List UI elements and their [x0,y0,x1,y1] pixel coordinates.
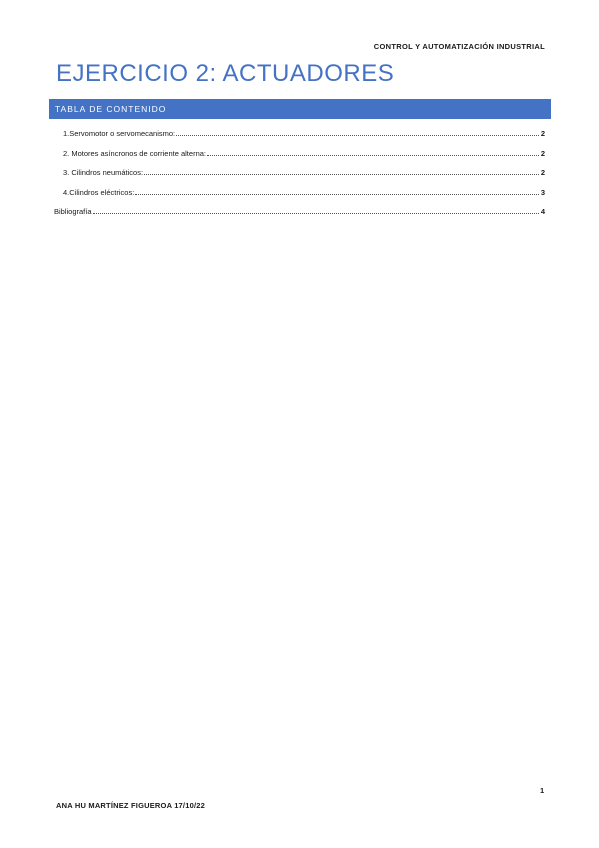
toc-heading: TABLA DE CONTENIDO [55,104,167,114]
toc-entry-label: 3. Cilindros neumáticos: [63,168,144,177]
toc-entry-page: 3 [540,188,545,197]
toc-entry-page: 2 [540,149,545,158]
toc-entry-motores-asincronos[interactable] [63,146,545,158]
toc-leader-dots [93,212,539,214]
toc-entry-label: 4.Cilindros eléctricos: [63,188,135,197]
toc-entry-label: Bibliografía [54,207,92,216]
document-title: EJERCICIO 2: ACTUADORES [56,60,395,87]
toc-entry-cilindros-electricos[interactable] [63,185,545,197]
toc-entry-cilindros-neumaticos[interactable] [63,165,545,177]
toc-entry-page: 2 [540,168,545,177]
toc-entry-servomotor[interactable] [63,126,545,138]
running-header: CONTROL Y AUTOMATIZACIÓN INDUSTRIAL [373,42,545,51]
toc-entry-page: 2 [540,129,545,138]
page-number: 1 [540,786,545,795]
toc-entry-label: 2. Motores asíncronos de corriente alterna: [63,149,206,158]
toc-heading-bar [49,99,551,119]
toc-entry-bibliografia[interactable] [54,204,545,216]
toc-entry-label: 1.Servomotor o servomecanismo: [63,129,176,138]
running-footer: ANA HU MARTÍNEZ FIGUEROA 17/10/22 [56,801,205,810]
toc-entry-page: 4 [540,207,545,216]
toc-leader-dots [135,193,539,195]
toc-leader-dots [176,134,539,136]
toc-leader-dots [144,173,539,175]
toc-leader-dots [207,154,539,156]
